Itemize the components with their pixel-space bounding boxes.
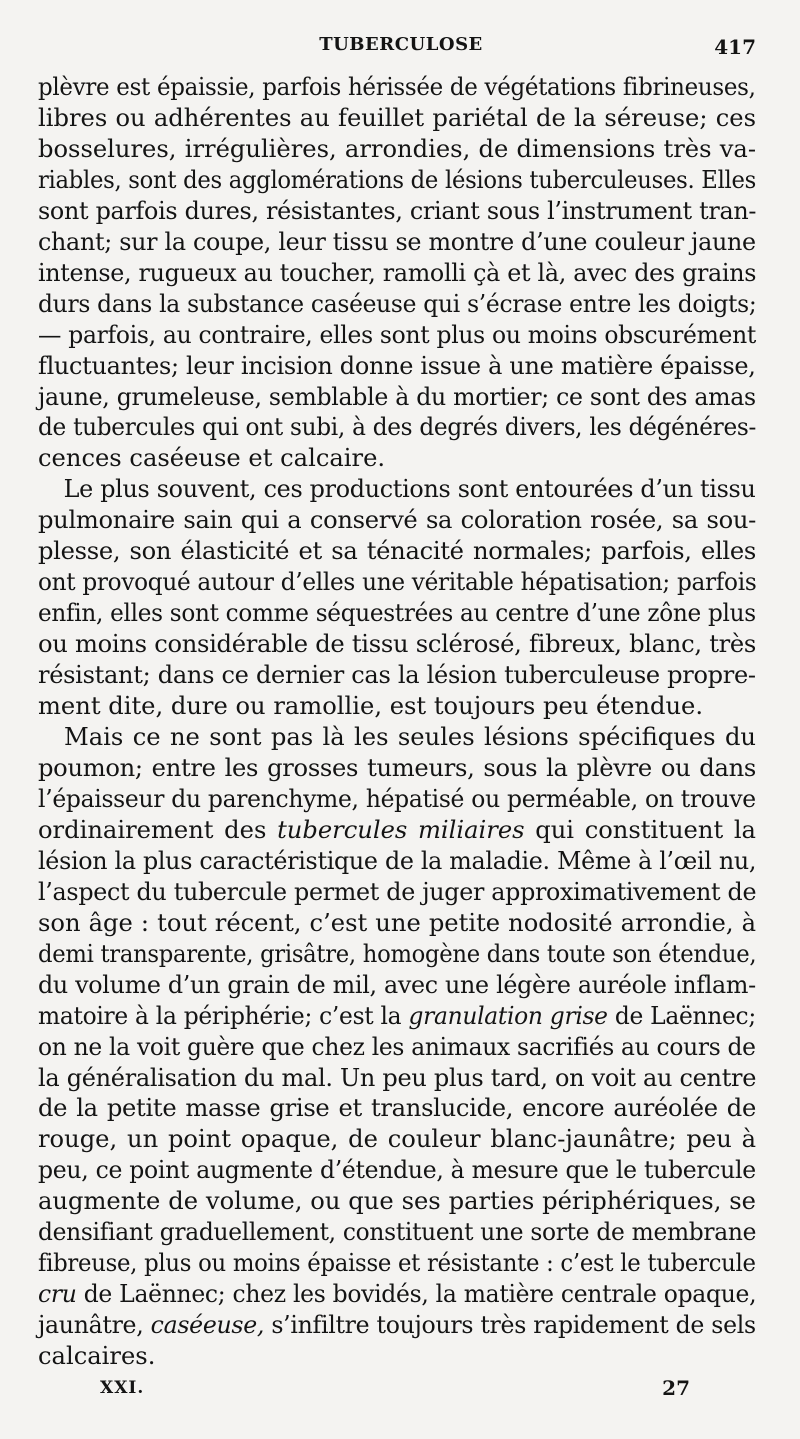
body-text [38, 72, 756, 1372]
text-line: plesse, son élasticité et sa ténacité normales; parfois, elles [38, 537, 756, 566]
text-run: ordinairement des [38, 815, 267, 844]
text-line: son âge : tout récent, c’est une petite nodosité arrondie, à [38, 908, 756, 937]
page-footer [100, 1378, 690, 1408]
text-line [38, 1310, 756, 1341]
text-run: jaunâtre, [38, 1311, 144, 1340]
text-line: peu, ce point augmente d’étendue, à mesure que le tubercule [38, 1156, 756, 1185]
text-line: intense, rugueux au toucher, ramolli çà et là, avec des grains [38, 258, 757, 287]
text-line [38, 1279, 757, 1310]
sheet-number: 27 [662, 1376, 690, 1400]
text-line: cences caséeuse et calcaire. [38, 444, 386, 473]
text-line: Le plus souvent, ces productions sont entourées d’un tissu [63, 475, 756, 504]
text-line: bosselures, irrégulières, arrondies, de dimensions très va- [38, 134, 756, 163]
text-line: durs dans la substance caséeuse qui s’écrase entre les doigts; [38, 289, 757, 318]
text-line: de la petite masse grise et translucide, encore auréolée de [38, 1094, 756, 1123]
text-line: l’aspect du tubercule permet de juger approximativement de [38, 877, 757, 906]
text-line: libres ou adhérentes au feuillet pariétal de la séreuse; ces [38, 103, 756, 132]
text-line: l’épaisseur du parenchyme, hépatisé ou perméable, on trouve [38, 784, 756, 813]
text-line: jaune, grumeleuse, semblable à du mortier; ce sont des amas [38, 382, 756, 411]
text-line: lésion la plus caractéristique de la maladie. Même à l’œil nu, [38, 846, 757, 875]
text-line: ont provoqué autour d’elles une véritable hépatisation; parfois [38, 568, 757, 597]
text-line: rouge, un point opaque, de couleur blanc-jaunâtre; peu à [38, 1125, 756, 1154]
signature-mark: XXI. [100, 1378, 145, 1398]
text-line: augmente de volume, ou que ses parties périphériques, se [38, 1187, 756, 1216]
text-line: fibreuse, plus ou moins épaisse et résistante : c’est le tubercule [38, 1249, 756, 1278]
text-line: — parfois, au contraire, elles sont plus ou moins obscurément [38, 320, 757, 349]
italic-term: tubercules miliaires [277, 815, 525, 844]
text-line: fluctuantes; leur incision donne issue à une matière épaisse, [38, 351, 756, 380]
text-run: matoire à la périphérie; c’est la [38, 1001, 402, 1030]
text-line: chant; sur la coupe, leur tissu se montre d’une couleur jaune [38, 227, 756, 256]
text-line: enfin, elles sont comme séquestrées au centre d’une zône plus [38, 599, 756, 628]
italic-term: caséeuse, [150, 1311, 265, 1340]
text-line: la généralisation du mal. Un peu plus tard, on voit au centre [38, 1063, 757, 1092]
text-line: sont parfois dures, résistantes, criant sous l’instrument tran- [38, 196, 757, 225]
text-run: s’infiltre toujours très rapidement de sels [271, 1311, 756, 1340]
text-run: de Laënnec; chez les bovidés, la matière centrale opaque, [83, 1280, 757, 1309]
text-line: de tubercules qui ont subi, à des degrés divers, les dégénéres- [38, 413, 757, 442]
text-line [38, 815, 756, 846]
text-line: résistant; dans ce dernier cas la lésion tuberculeuse propre- [38, 661, 756, 690]
text-line: poumon; entre les grosses tumeurs, sous la plèvre ou dans [38, 753, 756, 782]
text-line: demi transparente, grisâtre, homogène dans toute son étendue, [38, 939, 757, 968]
text-line: ment dite, dure ou ramollie, est toujours peu étendue. [38, 692, 704, 721]
running-head [38, 30, 764, 62]
text-run: de Laënnec; [614, 1001, 756, 1030]
italic-term: granulation grise [408, 1001, 608, 1030]
running-title: TUBERCULOSE [319, 34, 483, 55]
text-line [38, 1001, 756, 1032]
text-line: pulmonaire sain qui a conservé sa coloration rosée, sa sou- [38, 506, 756, 535]
text-line: Mais ce ne sont pas là les seules lésions spécifiques du [64, 723, 756, 752]
text-line: on ne la voit guère que chez les animaux sacrifiés au cours de [38, 1032, 756, 1061]
text-line: du volume d’un grain de mil, avec une légère auréole inflam- [38, 970, 756, 999]
text-line: plèvre est épaissie, parfois hérissée de végétations fibrineuses, [38, 73, 756, 101]
page-number: 417 [714, 35, 756, 59]
text-line: riables, sont des agglomérations de lésions tuberculeuses. Elles [38, 165, 757, 194]
italic-term: cru [38, 1280, 77, 1309]
text-line: densifiant graduellement, constituent une sorte de membrane [38, 1218, 757, 1247]
text-line: calcaires. [38, 1342, 156, 1371]
text-run: qui constituent la [535, 815, 756, 844]
text-line: ou moins considérable de tissu sclérosé, fibreux, blanc, très [38, 630, 756, 659]
